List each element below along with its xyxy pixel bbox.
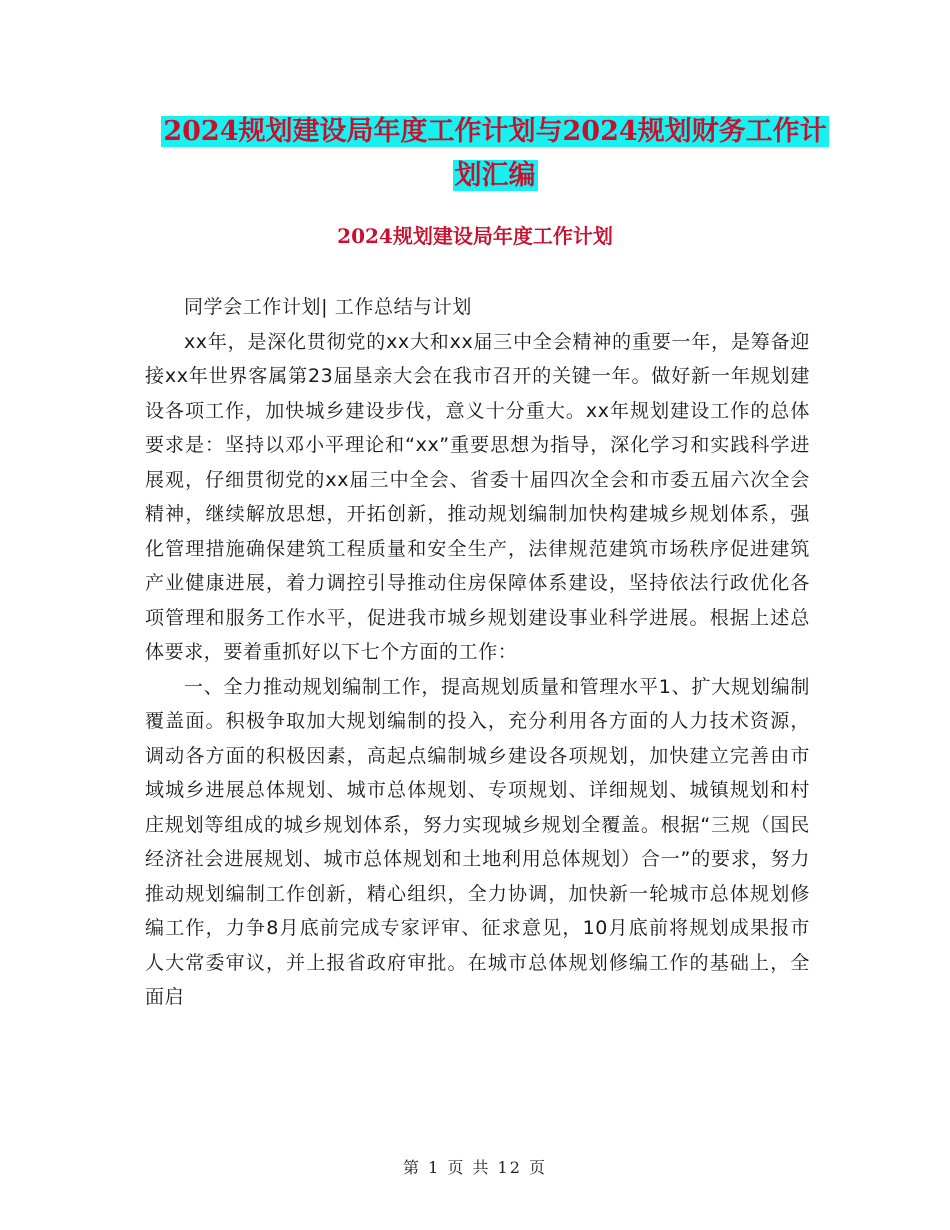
page-footer: 第 1 页 共 12 页: [403, 1158, 547, 1177]
title-line-1: 2024规划建设局年度工作计划与2024规划财务工作计: [163, 116, 827, 147]
document-title: [140, 110, 850, 198]
paragraph: xx年，是深化贯彻党的xx大和xx届三中全会精神的重要一年，是筹备迎接xx年世界客属第23届垦亲大会在我市召开的关键一年。做好新一年规划建设各项工作，加快城乡建设步伐，意义十分重大。xx年规划建设工作的总体要求是：坚持以邓小平理论和“xx”重要思想为指导，深化学习和实践科学进展观，仔细贯彻党的xx届三中全会、省委十届四次全会和市委五届六次全会精神，继续解放思想，开拓创新，推动规划编制加快构建城乡规划体系，强化管理措施确保建筑工程质量和安全生产，法律规范建筑市场秩序促进建筑产业健康进展，着力调控引导推动住房保障体系建设，坚持依法行政优化各项管理和服务工作水平，促进我市城乡规划建设事业科学进展。根据上述总体要求，要着重抓好以下七个方面的工作：: [145, 330, 810, 663]
title-line-2: 划汇编: [454, 160, 536, 191]
document-body: [145, 290, 810, 1015]
paragraph: 同学会工作计划| 工作总结与计划: [183, 296, 472, 318]
paragraph: 一、全力推动规划编制工作，提高规划质量和管理水平1、扩大规划编制覆盖面。积极争取加大规划编制的投入，充分利用各方面的人力技术资源，调动各方面的积极因素，高起点编制城乡建设各项规划，加快建立完善由市域城乡进展总体规划、城市总体规划、专项规划、详细规划、城镇规划和村庄规划等组成的城乡规划体系，努力实现城乡规划全覆盖。根据“三规（国民经济社会进展规划、城市总体规划和土地利用总体规划）合一”的要求，努力推动规划编制工作创新，精心组织，全力协调，加快新一轮城市总体规划修编工作，力争8月底前完成专家评审、征求意见，10月底前将规划成果报市人大常委审议，并上报省政府审批。在城市总体规划修编工作的基础上，全面启: [145, 675, 810, 1008]
section-title: 2024规划建设局年度工作计划: [337, 224, 613, 248]
